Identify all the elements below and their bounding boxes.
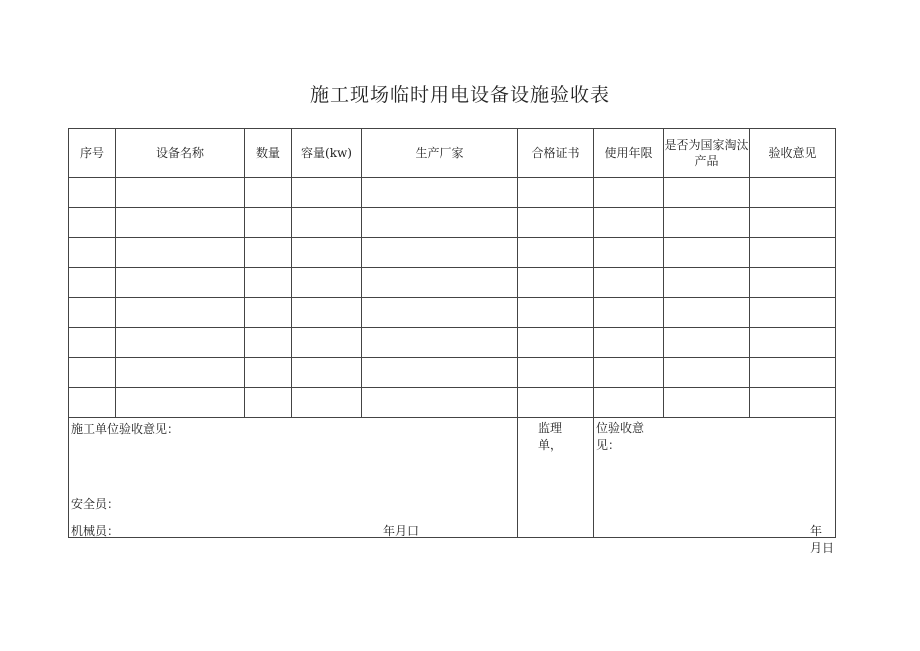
safety-officer-label: 安全员： xyxy=(71,497,120,511)
table-cell[interactable] xyxy=(116,358,245,388)
table-cell[interactable] xyxy=(518,238,594,268)
table-cell[interactable] xyxy=(69,358,116,388)
header-certificate: 合格证书 xyxy=(518,129,594,178)
table-cell[interactable] xyxy=(518,268,594,298)
table-cell[interactable] xyxy=(362,388,518,418)
header-equipment-name: 设备名称 xyxy=(116,129,245,178)
table-cell[interactable] xyxy=(292,178,362,208)
table-cell[interactable] xyxy=(664,298,750,328)
table-cell[interactable] xyxy=(69,208,116,238)
table-cell[interactable] xyxy=(69,268,116,298)
table-cell[interactable] xyxy=(245,388,292,418)
table-cell[interactable] xyxy=(362,358,518,388)
table-cell[interactable] xyxy=(594,358,664,388)
table-cell[interactable] xyxy=(245,328,292,358)
header-obsolete-product: 是否为国家淘汰产品 xyxy=(664,129,750,178)
table-cell[interactable] xyxy=(245,298,292,328)
mechanic-label: 机械员： xyxy=(71,524,120,538)
table-cell[interactable] xyxy=(245,238,292,268)
table-cell[interactable] xyxy=(594,268,664,298)
table-cell[interactable] xyxy=(362,208,518,238)
table-cell[interactable] xyxy=(664,358,750,388)
table-cell[interactable] xyxy=(292,208,362,238)
header-capacity: 容量(kw) xyxy=(292,129,362,178)
table-cell[interactable] xyxy=(69,328,116,358)
table-row xyxy=(69,358,836,388)
table-cell[interactable] xyxy=(116,178,245,208)
signature-row xyxy=(69,418,836,538)
construction-date-label: 年月口 xyxy=(383,524,420,538)
table-cell[interactable] xyxy=(116,268,245,298)
table-row xyxy=(69,328,836,358)
table-cell[interactable] xyxy=(750,298,836,328)
table-cell[interactable] xyxy=(69,178,116,208)
table-row xyxy=(69,268,836,298)
table-cell[interactable] xyxy=(292,358,362,388)
table-cell[interactable] xyxy=(292,328,362,358)
header-manufacturer: 生产厂家 xyxy=(362,129,518,178)
supervision-label-cell xyxy=(518,418,594,538)
header-quantity: 数量 xyxy=(245,129,292,178)
table-cell[interactable] xyxy=(362,178,518,208)
table-cell[interactable] xyxy=(292,238,362,268)
table-cell[interactable] xyxy=(518,298,594,328)
table-row xyxy=(69,298,836,328)
table-cell[interactable] xyxy=(116,328,245,358)
table-cell[interactable] xyxy=(116,298,245,328)
table-cell[interactable] xyxy=(664,268,750,298)
supervision-label-right: 位验收意见： xyxy=(596,421,645,452)
table-cell[interactable] xyxy=(594,238,664,268)
table-cell[interactable] xyxy=(750,388,836,418)
table-cell[interactable] xyxy=(518,358,594,388)
table-cell[interactable] xyxy=(362,328,518,358)
table-cell[interactable] xyxy=(664,328,750,358)
table-cell[interactable] xyxy=(750,238,836,268)
table-cell[interactable] xyxy=(594,388,664,418)
supervision-opinion-cell[interactable] xyxy=(594,418,836,555)
table-cell[interactable] xyxy=(116,208,245,238)
table-cell[interactable] xyxy=(69,388,116,418)
table-cell[interactable] xyxy=(69,298,116,328)
table-cell[interactable] xyxy=(245,208,292,238)
table-cell[interactable] xyxy=(518,328,594,358)
table-cell[interactable] xyxy=(292,298,362,328)
table-cell[interactable] xyxy=(245,358,292,388)
form-title: 施工现场临时用电设备设施验收表 xyxy=(309,84,610,106)
table-cell[interactable] xyxy=(116,388,245,418)
header-row xyxy=(69,129,836,178)
table-cell[interactable] xyxy=(245,178,292,208)
table-cell[interactable] xyxy=(69,238,116,268)
table-cell[interactable] xyxy=(664,208,750,238)
table-cell[interactable] xyxy=(664,238,750,268)
table-cell[interactable] xyxy=(750,328,836,358)
table-cell[interactable] xyxy=(292,388,362,418)
table-cell[interactable] xyxy=(362,268,518,298)
table-cell[interactable] xyxy=(664,388,750,418)
supervision-label-left: 监理单， xyxy=(538,421,563,452)
table-cell[interactable] xyxy=(362,238,518,268)
table-cell[interactable] xyxy=(362,298,518,328)
table-row xyxy=(69,208,836,238)
construction-opinion-cell[interactable] xyxy=(69,418,518,538)
table-cell[interactable] xyxy=(594,298,664,328)
table-cell[interactable] xyxy=(750,358,836,388)
supervision-date-label: 年 月日 xyxy=(810,524,835,555)
table-cell[interactable] xyxy=(594,208,664,238)
table-cell[interactable] xyxy=(664,178,750,208)
table-row xyxy=(69,178,836,208)
table-cell[interactable] xyxy=(750,178,836,208)
table-cell[interactable] xyxy=(518,208,594,238)
table-row xyxy=(69,388,836,418)
header-service-life: 使用年限 xyxy=(594,129,664,178)
table-cell[interactable] xyxy=(116,238,245,268)
construction-opinion-label: 施工单位验收意见： xyxy=(71,422,180,436)
table-row xyxy=(69,238,836,268)
header-serial-number: 序号 xyxy=(69,129,116,178)
table-cell[interactable] xyxy=(594,328,664,358)
table-cell[interactable] xyxy=(750,268,836,298)
table-cell[interactable] xyxy=(518,178,594,208)
table-cell[interactable] xyxy=(292,268,362,298)
header-acceptance-opinion: 验收意见 xyxy=(750,129,836,178)
table-cell[interactable] xyxy=(750,208,836,238)
table-cell[interactable] xyxy=(518,388,594,418)
table-cell[interactable] xyxy=(245,268,292,298)
table-cell[interactable] xyxy=(594,178,664,208)
acceptance-table xyxy=(68,128,836,555)
